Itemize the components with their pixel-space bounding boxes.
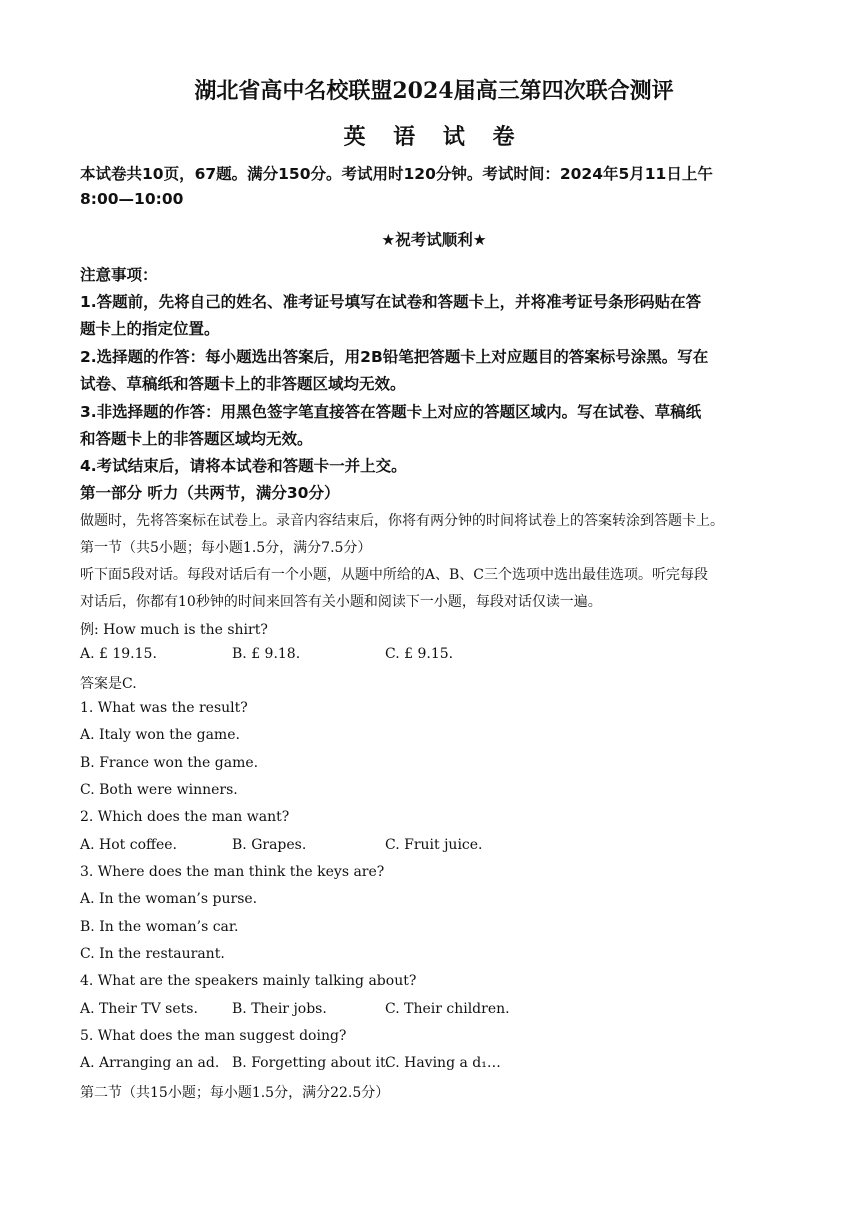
question-2-option-c: C. Fruit juice. [385,837,483,853]
blessing-text: ★祝考试顺利★ [381,231,487,249]
section1-instruction-line2: 对话后，你都有10秒钟的时间来回答有关小题和阅读下一小题，每段对话仅读一遍。 [80,594,602,610]
exam-title: 湖北省高中名校联盟2024届高三第四次联合测评 [194,78,674,104]
question-4-option-a: A. Their TV sets. [80,1001,198,1017]
note-item-2-line1: 2.选择题的作答：每小题选出答案后，用2B铅笔把答题卡上对应题目的答案标号涂黑。写在 [80,348,709,366]
question-3: 3. Where does the man think the keys are? [80,864,385,880]
example-option-c: C. £ 9.15. [385,646,454,662]
section2-heading: 第二节（共15小题；每小题1.5分，满分22.5分） [80,1085,390,1101]
question-4: 4. What are the speakers mainly talking about? [80,973,417,989]
example-answer: 答案是C. [80,676,137,692]
question-4-option-c: C. Their children. [385,1001,510,1017]
note-item-2-line2: 试卷、草稿纸和答题卡上的非答题区域均无效。 [80,375,406,393]
section1-instruction-line1: 听下面5段对话。每段对话后有一个小题，从题中所给的A、B、C三个选项中选出最佳选项。听完每段 [80,567,709,583]
exam-info-line1: 本试卷共10页，67题。满分150分。考试用时120分钟。考试时间：2024年5月11日上午 [80,165,713,183]
question-2-option-b: B. Grapes. [232,837,307,853]
part1-heading: 第一部分 听力（共两节，满分30分） [80,484,340,502]
part1-instruction: 做题时，先将答案标在试卷上。录音内容结束后，你将有两分钟的时间将试卷上的答案转涂到答题卡上。 [80,513,724,529]
question-1-option-c: C. Both were winners. [80,782,238,798]
question-4-option-b: B. Their jobs. [232,1001,327,1017]
question-5-option-a: A. Arranging an ad. [80,1055,220,1071]
example-question: 例: How much is the shirt? [80,622,268,638]
example-option-b: B. £ 9.18. [232,646,301,662]
question-5-option-b: B. Forgetting about it. [232,1055,391,1071]
question-1-option-a: A. Italy won the game. [80,727,240,743]
exam-info-line2: 8:00—10:00 [80,190,184,208]
notes-heading: 注意事项： [80,266,158,284]
exam-subtitle: 英 语 试 卷 [343,124,525,150]
note-item-3-line2: 和答题卡上的非答题区域均无效。 [80,430,313,448]
question-2: 2. Which does the man want? [80,809,290,825]
note-item-1-line2: 题卡上的指定位置。 [80,320,220,338]
question-3-option-b: B. In the woman’s car. [80,919,239,935]
question-3-option-c: C. In the restaurant. [80,946,225,962]
question-3-option-a: A. In the woman’s purse. [80,891,258,907]
example-option-a: A. £ 19.15. [80,646,157,662]
section1-heading: 第一节（共5小题；每小题1.5分，满分7.5分） [80,540,372,556]
note-item-1-line1: 1.答题前，先将自己的姓名、准考证号填写在试卷和答题卡上，并将准考证号条形码贴在答 [80,293,702,311]
question-1: 1. What was the result? [80,700,248,716]
question-5: 5. What does the man suggest doing? [80,1028,347,1044]
question-2-option-a: A. Hot coffee. [80,837,177,853]
question-5-option-c: C. Having a d₁… [385,1055,501,1071]
question-1-option-b: B. France won the game. [80,755,259,771]
note-item-4-line1: 4.考试结束后，请将本试卷和答题卡一并上交。 [80,457,407,475]
note-item-3-line1: 3.非选择题的作答：用黑色签字笔直接答在答题卡上对应的答题区域内。写在试卷、草稿纸 [80,403,702,421]
